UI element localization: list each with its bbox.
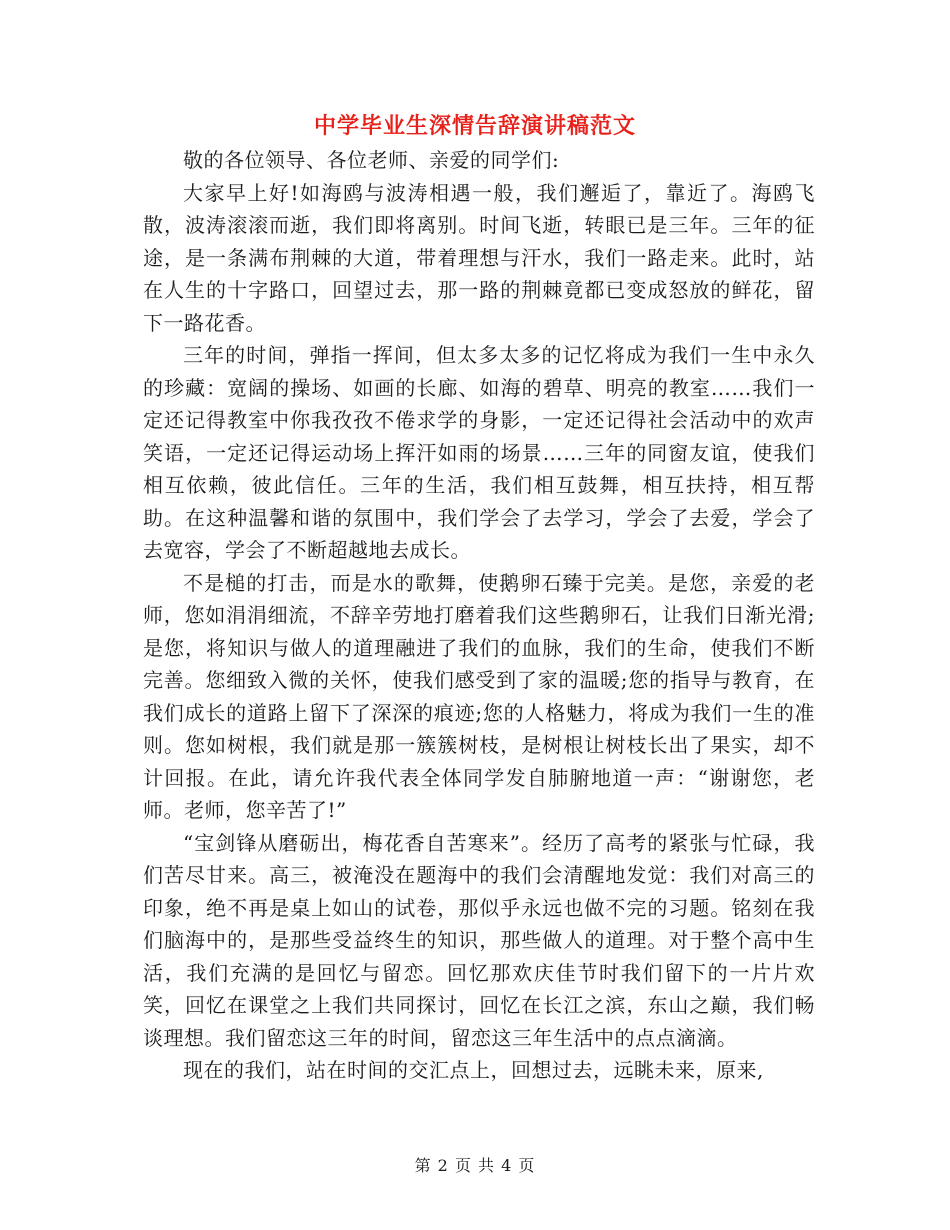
page-number-footer: 第 2 页 共 4 页 — [414, 1156, 536, 1175]
paragraph-salutation: 敬的各位领导、各位老师、亲爱的同学们: — [183, 148, 560, 172]
paragraph: 不是槌的打击，而是水的歌舞，使鹅卵石臻于完美。是您，亲爱的老师，您如涓涓细流，不辞辛劳地打磨着我们这些鹅卵石，让我们日渐光滑;是您，将知识与做人的道理融进了我们的血脉，我们的生命，使我们不断完善。您细致入微的关怀，使我们感受到了家的温暖;您的指导与教育，在我们成长的道路上留下了深深的痕迹;您的人格魅力，将成为我们一生的准则。您如树根，我们就是那一簇簇树枝，是树根让树枝长出了果实，却不计回报。在此，请允许我代表全体同学发自肺腑地道一声：“谢谢您，老师。老师，您辛苦了!” — [143, 570, 815, 822]
paragraph: “宝剑锋从磨砺出，梅花香自苦寒来”。经历了高考的紧张与忙碌，我们苦尽甘来。高三，被淹没在题海中的我们会清醒地发觉：我们对高三的印象，绝不再是桌上如山的试卷，那似乎永远也做不完的习题。铭刻在我们脑海中的，是那些受益终生的知识，那些做人的道理。对于整个高中生活，我们充满的是回忆与留恋。回忆那欢庆佳节时我们留下的一片片欢笑，回忆在课堂之上我们共同探讨，回忆在长江之滨，东山之巅，我们畅谈理想。我们留恋这三年的时间，留恋这三年生活中的点点滴滴。 — [143, 830, 815, 1050]
document-body — [143, 144, 815, 1087]
paragraph: 大家早上好!如海鸥与波涛相遇一般，我们邂逅了，靠近了。海鸥飞散，波涛滚滚而逝，我们即将离别。时间飞逝，转眼已是三年。三年的征途，是一条满布荆棘的大道，带着理想与汗水，我们一路走来。此时，站在人生的十字路口，回望过去，那一路的荆棘竟都已变成怒放的鲜花，留下一路花香。 — [143, 180, 815, 335]
paragraph: 三年的时间，弹指一挥间，但太多太多的记忆将成为我们一生中永久的珍藏：宽阔的操场、如画的长廊、如海的碧草、明亮的教室……我们一定还记得教室中你我孜孜不倦求学的身影，一定还记得社会活动中的欢声笑语，一定还记得运动场上挥汗如雨的场景……三年的同窗友谊，使我们相互依赖，彼此信任。三年的生活，我们相互鼓舞，相互扶持，相互帮助。在这种温馨和谐的氛围中，我们学会了去学习，学会了去爱，学会了去宽容，学会了不断超越地去成长。 — [143, 343, 815, 562]
document-title: 中学毕业生深情告辞演讲稿范文 — [313, 113, 636, 139]
paragraph: 现在的我们，站在时间的交汇点上，回想过去，远眺未来，原来, — [183, 1058, 764, 1082]
